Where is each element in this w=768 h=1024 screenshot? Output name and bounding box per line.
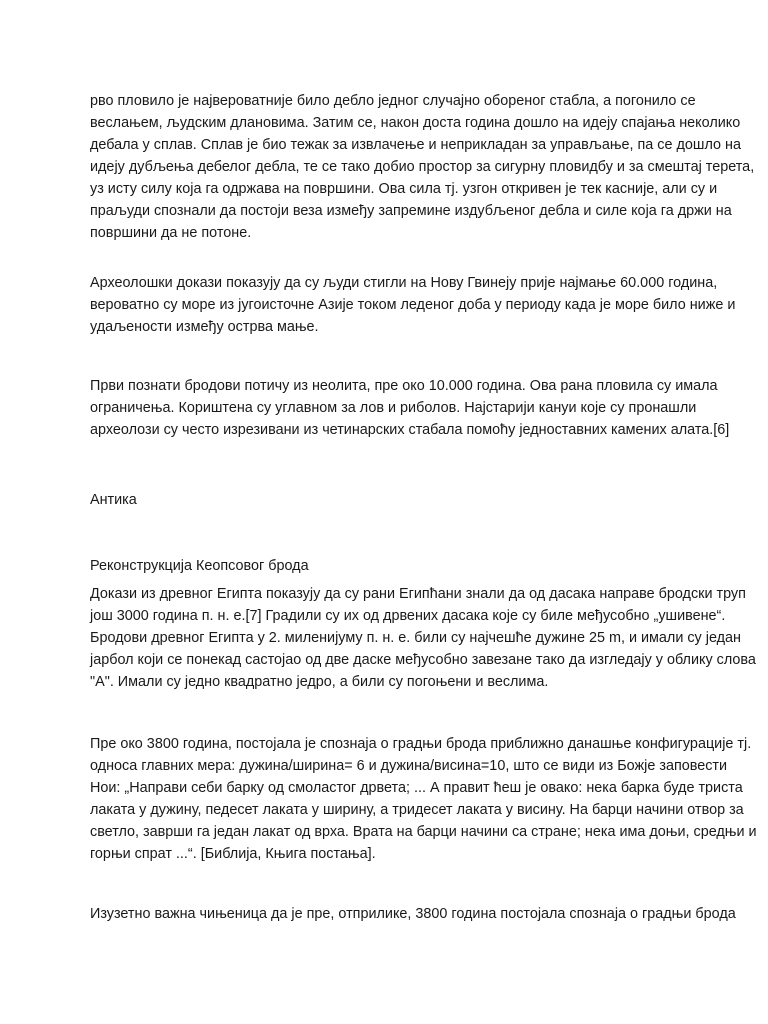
text-line: рво пловило је највероватније било дебло једног случајно обореног стабла, а погонило се: [90, 93, 696, 109]
text-line: дебала у сплав. Сплав је био тежак за извлачење и неприкладан за управљање, па се дошло на: [90, 137, 741, 153]
text-line: још 3000 година п. н. е.[7] Градили су их од дрвених дасака које су биле међусобно „ушивене“.: [90, 608, 726, 624]
text-line: Изузетно важна чињеница да је пре, отприлике, 3800 година постојала спознаја о градњи брода: [90, 906, 736, 922]
text-line: светло, заврши га један лакат од врха. Врата на барци начини са стране; нека има доњи, средњи и: [90, 824, 757, 840]
text-line: ограничења. Кориштена су углавном за лов и риболов. Најстарији кануи које су пронашли: [90, 400, 697, 416]
text-line: праљуди спознали да постоји веза између запремине издубљеног дебла и силе која га држи на: [90, 203, 732, 219]
paragraph-3800-years: [90, 733, 757, 865]
text-line: археолози су често изрезивани из четинарских стабала помоћу једноставних камених алата.[6]: [90, 422, 730, 438]
text-line: односа главних мера: дужина/ширина= 6 и дужина/висина=10, што се види из Божје заповести: [90, 758, 728, 774]
text-line: Пре око 3800 година, постојала је спознаја о градњи брода приближно данашње конфигурације тј.: [90, 736, 752, 752]
text-line: "А". Имали су једно квадратно једро, а били су погоњени и веслима.: [90, 674, 549, 690]
text-line: уз исту силу која га одржава на површини. Ова сила тј. узгон откривен је тек касније, али су и: [90, 181, 718, 197]
text-line: идеју дубљења дебелог дебла, те се тако добио простор за сигурну пловидбу и за смештај терета,: [90, 159, 755, 175]
text-line: Први познати бродови потичу из неолита, пре око 10.000 година. Ова рана пловила су имала: [90, 378, 718, 394]
paragraph-new-guinea: [90, 272, 736, 338]
text-line: вероватно су море из југоисточне Азије током леденог доба у периоду када је море било ниже и: [90, 297, 736, 313]
text-line: јарбол који се понекад састојао од две даске међусобно завезане тако да изгледају у облику слова: [90, 652, 756, 668]
paragraph-first-vessels: [90, 90, 755, 244]
text-line: лаката у дужину, педесет лаката у ширину, а тридесет лаката у висину. На барци начини отвор за: [90, 802, 744, 818]
text-line: горњи спрат ...“. [Библија, Књига постања].: [90, 846, 376, 862]
text-line: површини да не потоне.: [90, 225, 252, 241]
text-line: Археолошки докази показују да су људи стигли на Нову Гвинеју прије најмање 60.000 година,: [90, 275, 718, 291]
paragraph-ancient-egypt: [90, 583, 756, 693]
text-line: веслањем, људским длановима. Затим се, након доста година дошло на идеју спајања неколико: [90, 115, 741, 131]
text-line: удаљености између острва мање.: [90, 319, 319, 335]
subheading-cheops-ship: Реконструкција Кеопсовог брода: [90, 558, 309, 574]
paragraph-important-fact: [90, 903, 736, 925]
section-heading-antiquity: Антика: [90, 492, 137, 508]
text-line: Нои: „Направи себи барку од смоластог дрвета; ... А правит ћеш је овако: нека барка буде триста: [90, 780, 743, 796]
text-line: Бродови древног Египта у 2. миленијуму п. н. е. били су најчешће дужине 25 m, и имали су један: [90, 630, 741, 646]
text-line: Докази из древног Египта показују да су рани Египћани знали да од дасака направе бродски труп: [90, 586, 746, 602]
paragraph-neolithic: [90, 375, 730, 441]
